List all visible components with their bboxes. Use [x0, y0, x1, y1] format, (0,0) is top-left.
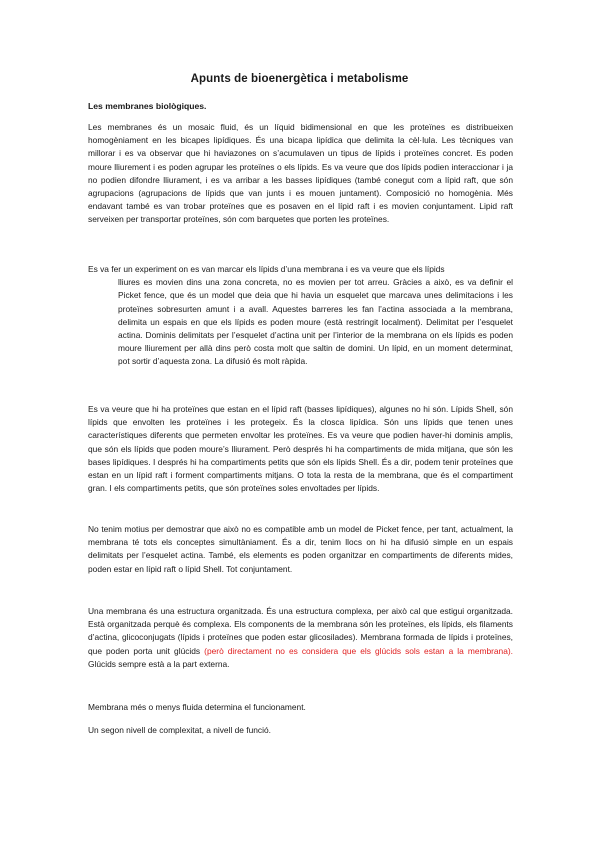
paragraph-lipid-shell: Es va veure que hi ha proteïnes que estan en el lípid raft (basses lipídiques), algunes no hi són. Lípids Shell, són lípids que envolten les proteïnes i les protegeix. És la closca lipídica. Són uns lípids que tenen unes característiques diferents que permeten envoltar les proteïnes. Es va veure que podien haver-hi dominis amplis, que són els lípids que poden moure’s lliurament. Però després hi ha compartiments de mida mitjana, que són les bases lipídiques. I després hi ha compartiments petits que són els lípids Shell. És a dir, podem tenir proteïnes que estan en un lípid raft i forment compartiments mitjans. O tota la resta de la membrana, que és el compartiment gran. I els compartiments petits, que són proteïnes soles envoltades per lípids. [88, 404, 513, 494]
paragraph-mosaic-fluid: Les membranes és un mosaic fluid, és un líquid bidimensional en que les proteïnes es distribueixen homogèniament en les bicapes lipídiques. És una bicapa lipídica que delimita la cèl·lula. Les tècniques van millorar i es va observar que hi haviazones on s’acumulaven un tipus de lípids i proteïnes concret. Es poden moure lliurement i es poden agrupar les proteïnes o els lípids. Es va veure que dos lípids podien interaccionar i ja no podien difondre lliurament, i es va arribar a les basses lipídiques (també conegut com a lípid raft, que són agrupacions (agrupacions de lípids que van junts i es mouen juntament). Composició no homogènia. Més endavant també es van trobar proteïnes que es posaven en el lípid raft i es movien conjuntament. Lipid raft serveixen per transportar proteïnes, són com barquetes que porten les proteïnes. [88, 122, 513, 225]
document-title: Apunts de bioenergètica i metabolisme [190, 73, 409, 85]
section-heading: Les membranes biològiques. [88, 101, 207, 111]
paragraph-picket-fence-first-line: Es va fer un experiment on es van marcar els lípids d’una membrana i es va veure que els lípids [88, 264, 445, 274]
highlighted-note: (però directament no es considera que els glúcids sols estan a la membrana). [204, 645, 513, 656]
paragraph-organized-structure-text: Una membrana és una estructura organitzada. És una estructura complexa, per això cal que estigui organitzada. Està organitzada perquè és complexa. Els components de la membrana són les proteïnes, els lípids, els filaments d’actina, glicoconjugats (lípids i proteïnes que poden estar glicosilades). Membrana formada de lípids i proteïnes, que poden porta unit glúcids [88, 606, 513, 656]
paragraph-organized-structure-end: Glúcids sempre està a la part externa. [88, 658, 230, 669]
paragraph-fluidity: Membrana més o menys fluida determina el funcionament. [88, 702, 306, 712]
paragraph-complexity-level: Un segon nivell de complexitat, a nivell de funció. [88, 725, 271, 735]
paragraph-picket-fence-indented: lliures es movien dins una zona concreta, no es movien per tot arreu. Gràcies a això, es va definir el Picket fence, que és un model que deia que hi havia un esquelet que marcava unes delimitacions i les proteïnes sobresurten amunt i a avall. Aquestes barreres les fan l’actina associada a la membrana, delimita un espais en que els lípids es poden moure (està restringit localment). Delimitat per l’esquelet actina. Dominis delimitats per l’esquelet d’actina unit per l’interior de la membrana on els lípids es poden moure lliurement per allà dins però costa molt que saltin de domini. Un lípid, en un moment determinat, pot sortir d’aquesta zona. La difusió és molt ràpida. [118, 277, 513, 367]
paragraph-organized-structure [88, 605, 513, 671]
paragraph-picket-fence [88, 263, 513, 369]
paragraph-compatibility: No tenim motius per demostrar que això no es compatible amb un model de Picket fence, per tant, actualment, la membrana té tots els conceptes simultàniament. És a dir, tenim llocs on hi ha difusió simple en un espais delimitats per l’esquelet actina. També, els elements es poden organitzar en compartiments de diferents mides, poden estar en lípid raft o lípid Shell. Tot conjuntament. [88, 524, 513, 574]
